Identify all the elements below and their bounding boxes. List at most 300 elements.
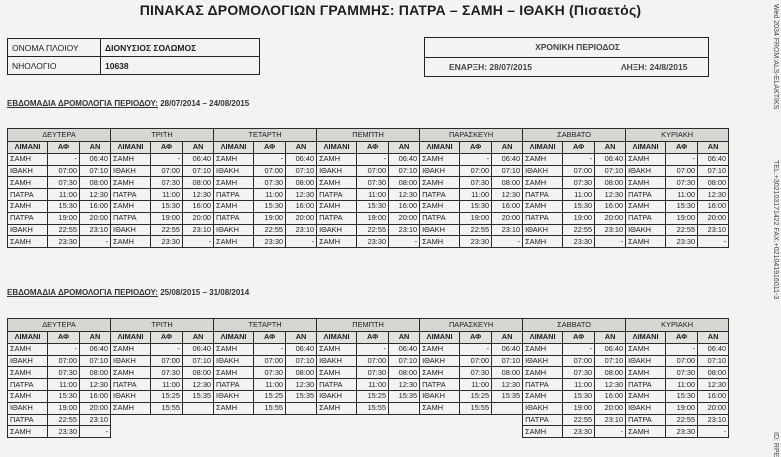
port-column-header: ΛΙΜΑΝΙ xyxy=(214,142,254,154)
departure-cell: 07:30 xyxy=(460,177,492,189)
arrival-cell: 08:00 xyxy=(80,177,111,189)
port-cell: ΣΑΜΗ xyxy=(214,343,254,355)
departure-cell: 23:30 xyxy=(563,426,595,438)
port-cell: ΠΑΤΡΑ xyxy=(626,189,666,201)
week-2-label: ΕΒΔΟΜΑΔΙΑ ΔΡΟΜΟΛΟΓΙΑ ΠΕΡΙΟΔΟΥ: xyxy=(7,288,158,297)
port-cell: ΣΑΜΗ xyxy=(317,367,357,379)
departure-cell: 15:25 xyxy=(460,390,492,402)
departure-cell: 07:30 xyxy=(151,177,183,189)
day-header: ΠΕΜΠΤΗ xyxy=(317,129,420,142)
departure-cell: 15:30 xyxy=(563,390,595,402)
port-cell: ΙΘΑΚΗ xyxy=(626,402,666,414)
arrival-column-header: ΑΝ xyxy=(183,142,214,154)
port-column-header: ΛΙΜΑΝΙ xyxy=(214,332,254,344)
day-header: ΤΕΤΑΡΤΗ xyxy=(214,319,317,332)
departure-cell: - xyxy=(48,343,80,355)
table-row xyxy=(8,224,729,236)
arrival-cell: 15:35 xyxy=(183,390,214,402)
departure-cell: 23:30 xyxy=(151,236,183,248)
departure-cell: 15:30 xyxy=(460,200,492,212)
port-cell: ΠΑΤΡΑ xyxy=(420,189,460,201)
arrival-cell: 12:30 xyxy=(80,379,111,391)
arrival-cell: 12:30 xyxy=(286,379,317,391)
port-cell: ΣΑΜΗ xyxy=(111,343,151,355)
departure-cell: - xyxy=(254,153,286,165)
departure-cell xyxy=(151,426,183,438)
arrival-cell: 06:40 xyxy=(389,343,420,355)
week-1-label: ΕΒΔΟΜΑΔΙΑ ΔΡΟΜΟΛΟΓΙΑ ΠΕΡΙΟΔΟΥ: xyxy=(7,99,158,108)
arrival-cell: 15:35 xyxy=(492,390,523,402)
port-cell: ΙΘΑΚΗ xyxy=(111,165,151,177)
port-cell: ΙΘΑΚΗ xyxy=(214,355,254,367)
port-cell: ΣΑΜΗ xyxy=(317,402,357,414)
day-header: ΣΑΒΒΑΤΟ xyxy=(523,319,626,332)
arrival-cell: 16:00 xyxy=(389,200,420,212)
arrival-column-header: ΑΝ xyxy=(286,142,317,154)
departure-cell: 07:00 xyxy=(563,355,595,367)
ship-info-table xyxy=(7,38,260,75)
table-row xyxy=(8,343,729,355)
port-cell: ΙΘΑΚΗ xyxy=(317,165,357,177)
departure-cell: 07:30 xyxy=(151,367,183,379)
port-cell: ΣΑΜΗ xyxy=(317,153,357,165)
port-cell: ΙΘΑΚΗ xyxy=(420,355,460,367)
arrival-cell: 12:30 xyxy=(595,379,626,391)
port-cell: ΙΘΑΚΗ xyxy=(523,224,563,236)
departure-cell: 07:00 xyxy=(254,165,286,177)
arrival-cell xyxy=(389,426,420,438)
departure-cell: 11:00 xyxy=(357,379,389,391)
departure-cell: 19:00 xyxy=(151,212,183,224)
departure-cell: 19:00 xyxy=(460,212,492,224)
departure-cell: 07:00 xyxy=(254,355,286,367)
port-cell xyxy=(317,414,357,426)
port-cell: ΠΑΤΡΑ xyxy=(317,379,357,391)
arrival-cell: 12:30 xyxy=(595,189,626,201)
table-row xyxy=(8,153,729,165)
port-cell: ΣΑΜΗ xyxy=(626,153,666,165)
period-range-row xyxy=(425,57,708,76)
port-cell: ΠΑΤΡΑ xyxy=(8,379,48,391)
departure-column-header: ΑΦ xyxy=(666,142,698,154)
departure-cell: 07:30 xyxy=(666,177,698,189)
departure-cell: 07:30 xyxy=(666,367,698,379)
day-header: ΠΑΡΑΣΚΕΥΗ xyxy=(420,319,523,332)
port-cell: ΙΘΑΚΗ xyxy=(523,165,563,177)
departure-cell: 15:30 xyxy=(357,200,389,212)
port-cell: ΣΑΜΗ xyxy=(214,402,254,414)
arrival-cell: 06:40 xyxy=(595,343,626,355)
arrival-cell: 06:40 xyxy=(389,153,420,165)
period-start: ΕΝΑΡΞΗ: 28/07/2015 xyxy=(449,62,532,72)
ship-name-value: ΔΙΟΝΥΣΙΟΣ ΣΟΛΩΜΟΣ xyxy=(101,39,260,57)
port-cell: ΙΘΑΚΗ xyxy=(626,224,666,236)
departure-column-header: ΑΦ xyxy=(666,332,698,344)
departure-column-header: ΑΦ xyxy=(48,142,80,154)
week-2-range: 25/08/2015 – 31/08/2014 xyxy=(160,288,250,297)
arrival-cell: 20:00 xyxy=(80,212,111,224)
departure-cell: 11:00 xyxy=(563,379,595,391)
arrival-cell: 07:10 xyxy=(595,355,626,367)
port-cell: ΣΑΜΗ xyxy=(111,236,151,248)
departure-cell: 11:00 xyxy=(666,189,698,201)
port-column-header: ΛΙΜΑΝΙ xyxy=(420,142,460,154)
port-cell: ΣΑΜΗ xyxy=(317,177,357,189)
port-cell: ΠΑΤΡΑ xyxy=(214,379,254,391)
port-cell xyxy=(111,426,151,438)
port-cell: ΣΑΜΗ xyxy=(523,390,563,402)
arrival-cell: 23:10 xyxy=(80,414,111,426)
departure-column-header: ΑΦ xyxy=(151,142,183,154)
departure-column-header: ΑΦ xyxy=(48,332,80,344)
arrival-column-header: ΑΝ xyxy=(286,332,317,344)
port-cell: ΠΑΤΡΑ xyxy=(523,414,563,426)
arrival-cell: 07:10 xyxy=(80,165,111,177)
port-cell: ΣΑΜΗ xyxy=(626,236,666,248)
arrival-cell: 07:10 xyxy=(698,165,729,177)
arrival-cell: 23:10 xyxy=(698,224,729,236)
arrival-cell: 12:30 xyxy=(492,189,523,201)
day-header: ΤΡΙΤΗ xyxy=(111,129,214,142)
arrival-cell: 15:35 xyxy=(389,390,420,402)
departure-cell: 19:00 xyxy=(48,212,80,224)
port-cell: ΠΑΤΡΑ xyxy=(214,189,254,201)
arrival-cell: 06:40 xyxy=(698,343,729,355)
arrival-cell: 16:00 xyxy=(492,200,523,212)
port-cell: ΣΑΜΗ xyxy=(317,200,357,212)
port-cell: ΣΑΜΗ xyxy=(626,390,666,402)
arrival-cell xyxy=(286,402,317,414)
departure-cell: 19:00 xyxy=(357,212,389,224)
period-box xyxy=(424,37,709,77)
port-cell: ΣΑΜΗ xyxy=(626,367,666,379)
port-cell: ΙΘΑΚΗ xyxy=(626,355,666,367)
port-cell: ΣΑΜΗ xyxy=(8,200,48,212)
departure-cell: 22:55 xyxy=(666,224,698,236)
arrival-cell: 08:00 xyxy=(389,177,420,189)
departure-cell: 15:30 xyxy=(666,200,698,212)
departure-cell: 15:30 xyxy=(48,200,80,212)
arrival-cell: 06:40 xyxy=(698,153,729,165)
arrival-cell: 07:10 xyxy=(389,165,420,177)
arrival-cell xyxy=(492,402,523,414)
port-cell: ΣΑΜΗ xyxy=(214,153,254,165)
arrival-cell: 16:00 xyxy=(698,200,729,212)
port-cell: ΙΘΑΚΗ xyxy=(214,224,254,236)
port-cell: ΠΑΤΡΑ xyxy=(523,189,563,201)
port-cell: ΙΘΑΚΗ xyxy=(420,224,460,236)
arrival-cell: 07:10 xyxy=(80,355,111,367)
table-row xyxy=(8,236,729,248)
day-header: ΚΥΡΙΑΚΗ xyxy=(626,129,729,142)
port-cell: ΣΑΜΗ xyxy=(111,177,151,189)
departure-column-header: ΑΦ xyxy=(151,332,183,344)
port-cell: ΣΑΜΗ xyxy=(214,367,254,379)
departure-column-header: ΑΦ xyxy=(254,142,286,154)
arrival-cell: 20:00 xyxy=(595,402,626,414)
departure-cell: 15:30 xyxy=(48,390,80,402)
port-cell: ΙΘΑΚΗ xyxy=(111,390,151,402)
departure-cell: 15:55 xyxy=(357,402,389,414)
port-cell: ΠΑΤΡΑ xyxy=(8,212,48,224)
arrival-cell: 08:00 xyxy=(698,177,729,189)
arrival-cell: 07:10 xyxy=(492,355,523,367)
departure-cell: 23:30 xyxy=(666,236,698,248)
arrival-cell: - xyxy=(80,426,111,438)
departure-cell: 22:55 xyxy=(563,224,595,236)
departure-column-header: ΑΦ xyxy=(460,332,492,344)
arrival-cell: 08:00 xyxy=(286,177,317,189)
period-header: ΧΡΟΝΙΚΗ ΠΕΡΙΟΔΟΣ xyxy=(535,42,620,52)
arrival-cell: 06:40 xyxy=(80,153,111,165)
arrival-cell xyxy=(183,414,214,426)
week-1-range: 28/07/2014 – 24/08/2015 xyxy=(160,99,250,108)
departure-cell: 15:55 xyxy=(151,402,183,414)
arrival-cell: - xyxy=(698,426,729,438)
arrival-cell: - xyxy=(698,236,729,248)
port-cell: ΣΑΜΗ xyxy=(523,200,563,212)
departure-cell: 22:55 xyxy=(563,414,595,426)
port-cell: ΣΑΜΗ xyxy=(420,402,460,414)
port-column-header: ΛΙΜΑΝΙ xyxy=(8,142,48,154)
arrival-cell: 07:10 xyxy=(183,355,214,367)
port-cell: ΣΑΜΗ xyxy=(111,200,151,212)
departure-cell: 07:30 xyxy=(357,367,389,379)
port-cell: ΣΑΜΗ xyxy=(626,177,666,189)
departure-cell: 07:00 xyxy=(357,165,389,177)
port-column-header: ΛΙΜΑΝΙ xyxy=(523,142,563,154)
arrival-cell: 16:00 xyxy=(183,200,214,212)
arrival-cell: 08:00 xyxy=(492,177,523,189)
table-row xyxy=(8,355,729,367)
day-header: ΠΑΡΑΣΚΕΥΗ xyxy=(420,129,523,142)
port-cell: ΙΘΑΚΗ xyxy=(420,390,460,402)
departure-cell xyxy=(357,426,389,438)
port-cell: ΣΑΜΗ xyxy=(626,343,666,355)
arrival-cell: 07:10 xyxy=(389,355,420,367)
port-cell: ΠΑΤΡΑ xyxy=(420,212,460,224)
port-cell xyxy=(214,426,254,438)
arrival-cell: 12:30 xyxy=(389,189,420,201)
arrival-cell: 23:10 xyxy=(286,224,317,236)
arrival-cell: 23:10 xyxy=(183,224,214,236)
departure-cell: 23:30 xyxy=(460,236,492,248)
week-1-heading xyxy=(7,99,249,108)
arrival-cell: 16:00 xyxy=(698,390,729,402)
departure-column-header: ΑΦ xyxy=(357,142,389,154)
port-cell xyxy=(317,426,357,438)
port-cell: ΠΑΤΡΑ xyxy=(8,189,48,201)
arrival-cell: 12:30 xyxy=(492,379,523,391)
port-cell: ΙΘΑΚΗ xyxy=(214,390,254,402)
port-cell: ΙΘΑΚΗ xyxy=(523,355,563,367)
arrival-cell xyxy=(389,402,420,414)
table-row xyxy=(8,402,729,414)
departure-cell: 11:00 xyxy=(666,379,698,391)
arrival-cell: 08:00 xyxy=(183,367,214,379)
departure-cell: - xyxy=(357,153,389,165)
departure-cell: 07:00 xyxy=(48,355,80,367)
departure-cell: 11:00 xyxy=(48,379,80,391)
arrival-cell: 12:30 xyxy=(183,379,214,391)
departure-cell: 07:00 xyxy=(151,165,183,177)
port-cell: ΠΑΤΡΑ xyxy=(214,212,254,224)
port-cell: ΠΑΤΡΑ xyxy=(523,379,563,391)
departure-cell: 07:00 xyxy=(563,165,595,177)
table-row xyxy=(8,426,729,438)
departure-cell: - xyxy=(563,153,595,165)
arrival-cell xyxy=(492,414,523,426)
port-cell: ΙΘΑΚΗ xyxy=(8,224,48,236)
departure-cell: 11:00 xyxy=(563,189,595,201)
arrival-cell: 06:40 xyxy=(183,153,214,165)
departure-cell: 11:00 xyxy=(460,379,492,391)
port-cell: ΣΑΜΗ xyxy=(8,367,48,379)
departure-cell: 07:00 xyxy=(460,355,492,367)
departure-cell: 19:00 xyxy=(563,212,595,224)
departure-cell: 15:25 xyxy=(151,390,183,402)
arrival-cell: 07:10 xyxy=(698,355,729,367)
day-header: ΤΡΙΤΗ xyxy=(111,319,214,332)
arrival-column-header: ΑΝ xyxy=(80,332,111,344)
fax-header-date: Wed 2034 FROM:ALS-ELAKTIKS xyxy=(772,4,779,110)
table-row xyxy=(8,367,729,379)
arrival-cell: 23:10 xyxy=(389,224,420,236)
departure-cell xyxy=(357,414,389,426)
port-cell: ΣΑΜΗ xyxy=(111,402,151,414)
departure-cell: 15:55 xyxy=(460,402,492,414)
departure-cell: 23:30 xyxy=(48,236,80,248)
port-cell: ΠΑΤΡΑ xyxy=(317,212,357,224)
departure-cell: 15:25 xyxy=(357,390,389,402)
arrival-cell: 12:30 xyxy=(286,189,317,201)
arrival-cell: - xyxy=(286,236,317,248)
arrival-cell: 12:30 xyxy=(80,189,111,201)
departure-cell: 11:00 xyxy=(254,189,286,201)
departure-cell: 15:55 xyxy=(254,402,286,414)
departure-cell: 07:00 xyxy=(460,165,492,177)
ship-name-label: ΟΝΟΜΑ ΠΛΟΙΟΥ xyxy=(8,39,101,57)
port-cell: ΣΑΜΗ xyxy=(420,343,460,355)
port-cell: ΠΑΤΡΑ xyxy=(626,212,666,224)
departure-cell: 15:25 xyxy=(254,390,286,402)
port-cell: ΠΑΤΡΑ xyxy=(626,414,666,426)
day-header: ΚΥΡΙΑΚΗ xyxy=(626,319,729,332)
arrival-column-header: ΑΝ xyxy=(389,142,420,154)
day-header: ΣΑΒΒΑΤΟ xyxy=(523,129,626,142)
arrival-cell: 15:35 xyxy=(286,390,317,402)
arrival-cell: 20:00 xyxy=(698,212,729,224)
fax-header-id: ID: RPE xyxy=(772,432,779,457)
arrival-cell: 12:30 xyxy=(183,189,214,201)
departure-cell: 23:30 xyxy=(666,426,698,438)
port-cell: ΙΘΑΚΗ xyxy=(8,165,48,177)
arrival-cell xyxy=(492,426,523,438)
departure-cell: 11:00 xyxy=(460,189,492,201)
departure-cell: - xyxy=(357,343,389,355)
arrival-column-header: ΑΝ xyxy=(183,332,214,344)
arrival-cell: 06:40 xyxy=(595,153,626,165)
port-cell: ΣΑΜΗ xyxy=(317,236,357,248)
departure-cell xyxy=(151,414,183,426)
arrival-cell: 20:00 xyxy=(389,212,420,224)
port-cell: ΣΑΜΗ xyxy=(626,200,666,212)
arrival-cell: 08:00 xyxy=(389,367,420,379)
arrival-cell: 16:00 xyxy=(595,200,626,212)
departure-column-header: ΑΦ xyxy=(254,332,286,344)
departure-cell: - xyxy=(151,343,183,355)
departure-cell: 07:30 xyxy=(48,367,80,379)
departure-cell: 07:00 xyxy=(151,355,183,367)
arrival-cell: 08:00 xyxy=(80,367,111,379)
departure-cell: 07:30 xyxy=(254,367,286,379)
departure-cell: 11:00 xyxy=(48,189,80,201)
arrival-cell: 23:10 xyxy=(80,224,111,236)
port-cell: ΣΑΜΗ xyxy=(8,390,48,402)
port-column-header: ΛΙΜΑΝΙ xyxy=(111,142,151,154)
arrival-cell: 12:30 xyxy=(698,379,729,391)
day-header: ΤΕΤΑΡΤΗ xyxy=(214,129,317,142)
departure-cell: 19:00 xyxy=(666,402,698,414)
port-cell: ΣΑΜΗ xyxy=(523,367,563,379)
arrival-cell: 06:40 xyxy=(492,343,523,355)
table-row xyxy=(8,379,729,391)
port-column-header: ΛΙΜΑΝΙ xyxy=(111,332,151,344)
arrival-cell: 12:30 xyxy=(698,189,729,201)
period-end: ΛΗΞΗ: 24/8/2015 xyxy=(621,62,688,72)
port-cell: ΠΑΤΡΑ xyxy=(111,189,151,201)
arrival-cell: - xyxy=(80,236,111,248)
port-cell: ΙΘΑΚΗ xyxy=(317,224,357,236)
departure-cell: 22:55 xyxy=(48,224,80,236)
arrival-cell: - xyxy=(595,426,626,438)
table-row xyxy=(8,390,729,402)
arrival-cell: 06:40 xyxy=(492,153,523,165)
port-cell: ΙΘΑΚΗ xyxy=(8,355,48,367)
departure-cell: - xyxy=(460,153,492,165)
arrival-cell: 08:00 xyxy=(595,367,626,379)
departure-cell: 07:00 xyxy=(666,355,698,367)
departure-cell: 07:00 xyxy=(48,165,80,177)
departure-cell: 11:00 xyxy=(357,189,389,201)
port-cell xyxy=(214,414,254,426)
port-cell: ΣΑΜΗ xyxy=(420,177,460,189)
arrival-cell: 16:00 xyxy=(80,200,111,212)
departure-cell xyxy=(460,426,492,438)
page-title: ΠΙΝΑΚΑΣ ΔΡΟΜΟΛΟΓΙΩΝ ΓΡΑΜΜΗΣ: ΠΑΤΡΑ – ΣΑΜΗ – ΙΘΑΚΗ (Πισαετός) xyxy=(139,2,642,18)
arrival-cell: 20:00 xyxy=(595,212,626,224)
arrival-cell: 07:10 xyxy=(595,165,626,177)
departure-cell: 11:00 xyxy=(151,189,183,201)
departure-cell: 23:30 xyxy=(357,236,389,248)
arrival-cell: 20:00 xyxy=(80,402,111,414)
departure-cell: 22:55 xyxy=(666,414,698,426)
departure-cell: 11:00 xyxy=(254,379,286,391)
arrival-cell: 06:40 xyxy=(286,153,317,165)
table-row xyxy=(8,189,729,201)
port-cell: ΣΑΜΗ xyxy=(8,177,48,189)
arrival-cell: 08:00 xyxy=(492,367,523,379)
port-column-header: ΛΙΜΑΝΙ xyxy=(420,332,460,344)
arrival-cell: 07:10 xyxy=(286,355,317,367)
port-cell: ΣΑΜΗ xyxy=(214,200,254,212)
departure-cell: 07:30 xyxy=(460,367,492,379)
port-cell: ΣΑΜΗ xyxy=(523,177,563,189)
port-cell xyxy=(420,414,460,426)
departure-cell: 11:00 xyxy=(151,379,183,391)
arrival-cell: 07:10 xyxy=(183,165,214,177)
port-column-header: ΛΙΜΑΝΙ xyxy=(626,142,666,154)
